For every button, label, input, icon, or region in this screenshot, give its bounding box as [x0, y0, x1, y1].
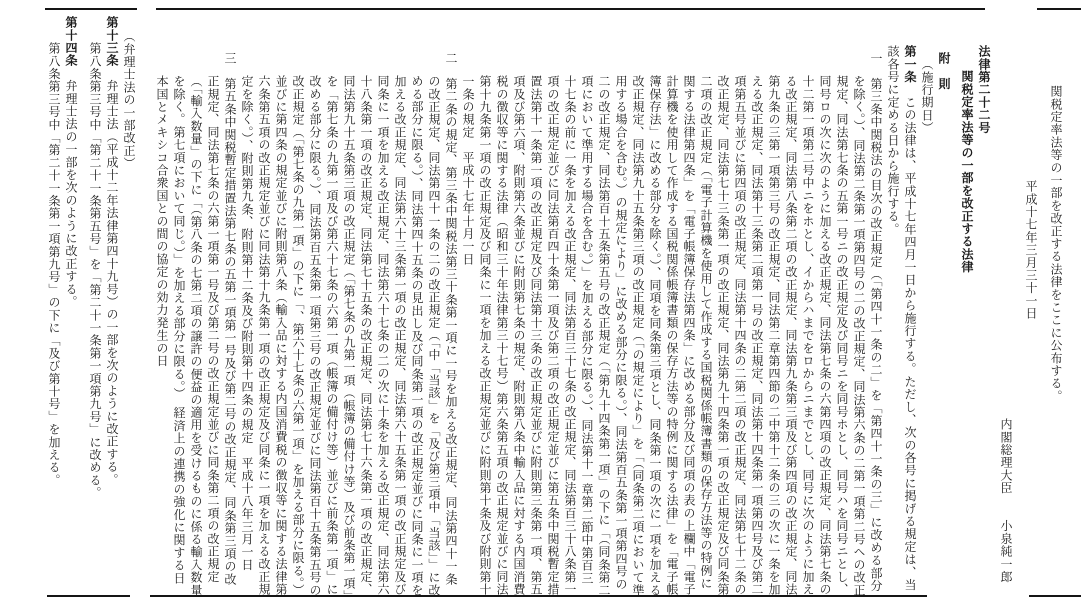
top-rule-main-block — [156, 8, 985, 10]
supplementary-provisions-header: 附 則 — [937, 52, 951, 91]
promulgation-header — [993, 0, 1081, 600]
article-14 — [62, 16, 79, 578]
enforcement-item-1: 一 第三条中関税法の目次の改正規定（「第四十一条の二」を「第四十一条の三」に改める部分を除く。）、同法第二条第一項第四号の二の改正規定、同法第六条の二第一項第二号ヘの改正規定、同法第七条の五第一号ニの改正規定及び同号ニを同号ホとし、同号ハを同号ニとし、同号ロの次に次のように加える改正規定、同法第七条の六第四項の改正規定、同法第七条の十二第一項第二号中ニをホとし、イからハまでをロからニまでとし、同号に次のように加える改正規定、同法第八条第二項の改正規定、同法第九条第三項及び第四項の改正規定、同法第九条の三第一項第三号の改正規定、同法第二章第四節の二中第十二条の三の次に一条を加える改正規定、同法第十三条第二項第一号の改正規定、同法第十四条第一項第四号及び第二項第五号並びに第四項の改正規定、同法第十四条の二第二項の改正規定、同法第七十二条の改正規定、同法第七十三条第一項の改正規定、同法第九十四条第一項の改正規定及び同条第二項の改正規定（「電子計算機を使用して作成する国税関係帳簿書類の保存方法等の特例に関する法律第四条」を「電子帳簿保存法第四条」に改める部分及び同項の表の上欄中「電子計算機を使用して作成する国税関係帳簿書類の保存方法等の特例に関する法律」を「電子帳簿保存法」に改める部分を除く。）、同項を同条第三項とし、同条第一項の次に一項を加える改正規定、同法第九十五条第三項の改正規定（「の規定により」を「（同条第二項において準用する場合を含む。）の規定により」に改める部分に限る。）、同法第百五条第一項第四号の二の改正規定、同法第百十五条第五号の改正規定（「第九十四条第一項」の下に「（同条第二項において準用する場合を含む。）」を加える部分に限る。）、同法第十一章第二節中第百三十七条の前に一条を加える改正規定、同法第百三十七条の改正規定、同法第百三十八条第一項の改正規定並びに同法第百四十条第一項及び第二項の改正規定並びに第五条中関税暫定措置法第十一条第一項の改正規定及び同法第十三条の改正規定並びに附則第三条第一項、第五項及び第六項、附則第六条並びに附則第七条の規定、附則第八条中輸入品に対する内国消費税の徴収等に関する法律（昭和三十年法律第三十七号）第六条第五項の改正規定並びに同法第十九条第一項の改正規定及び同条に一項を加える改正規定並びに附則第十条及び附則第十一条の規定 平成十七年十月一日 — [461, 52, 883, 597]
article-14-number: 第十四条 — [64, 16, 78, 67]
enforcement-item-3: 三 第五条中関税暫定措置法第七条の五第一項第一号及び第二号の改正規定、同条第三項の改正規定、同法第七条の六第一項第一号及び第二号の改正規定並びに同条第二項の改正規定（「輸入数量」の下に「（第八条の七第二項の譲許の便益の適用を受けるものに係る輸入数量を除く。第七項において同じ。）」を加える部分に限る。） 経済上の連携の強化に関する日本国とメキシコ合衆国との間の協定の効力発生の日 — [155, 52, 237, 597]
article-1-number: 第一条 — [903, 45, 917, 84]
article-14-amendment: 第八条第三号中「第二十一条第一項第九号」の下に「及び第十号」を加える。 — [47, 42, 61, 487]
enforcement-item-2: 二 第二条の規定、第三条中関税法第三十条第一項に一号を加える改正規定、同法第四十一条の改正規定、同法第四十一条の二の改正規定（「中「当該」を「及び第三項中「当該」」に改める部分に限る。）、同法第四十五条の見出し及び同条第一項の改正規定並びに同条に一項を加える改正規定、同法第六十三条第一項の改正規定、同法第六十五条第一項の改正規定及び同条に一項を加える改正規定、同法第六十七条の二の次に十条を加える改正規定、同法第六十八条第一項の改正規定、同法第七十五条の改正規定、同法第七十六条第一項の改正規定、同法第九十五条第三項の改正規定（「第七条の九第一項（帳簿の備付け等）及び前条第一項」を「第七条の九第一項及び第六十七条の六第一項（帳簿の備付け等）並びに前条第一項」に改める部分に限る。）、同法第百五条第一項第三号の改正規定並びに同法第百十五条第五号の改正規定（「第七条の九第一項」の下に「、第六十七条の六第一項」を加える部分に限る。）並びに第四条の規定並びに附則第八条（輸入品に対する内国消費税の徴収等に関する法律第六条第五項の改正規定並びに同法第十九条第一項の改正規定及び同条に一項を加える改正規定を除く。）、附則第九条、附則第十二条及び附則第十四条の規定 平成十八年三月一日 — [240, 52, 458, 597]
law-title: 関税定率法等の一部を改正する法律 — [960, 70, 974, 274]
article-13-number: 第十三条 — [105, 16, 119, 67]
benrishi-heading: （弁理士法の一部改正） — [122, 30, 136, 170]
article-1 — [884, 45, 918, 597]
promulgation-sentence: 関税定率法等の一部を改正する法律をここに公布する。 — [1049, 85, 1063, 403]
article-13 — [103, 16, 120, 578]
benrishi-act-amendment-section — [45, 16, 137, 578]
top-rule-left-block — [45, 8, 137, 10]
law-body — [153, 45, 992, 597]
enforcement-date-heading: （施行期日） — [920, 58, 934, 135]
prime-minister-signature: 内閣総理大臣 小泉純一郎 — [999, 418, 1013, 584]
article-13-text: 弁理士法（平成十二年法律第四十九号）の一部を次のように改正する。 — [105, 66, 119, 486]
bottom-rule-left-block — [47, 595, 130, 597]
article-14-text: 弁理士法の一部を次のように改正する。 — [64, 66, 78, 309]
article-13-amendment: 第八条第三号中「第二十一条第五号」を「第二十一条第一項第九号」に改める。 — [88, 42, 102, 500]
law-number: 法律第二十二号 — [977, 45, 991, 134]
article-1-text: この法律は、平成十七年四月一日から施行する。ただし、次の各号に掲げる規定は、当該各号に定める日から施行する。 — [886, 45, 917, 592]
promulgation-date: 平成十七年三月三十一日 — [1024, 180, 1038, 320]
